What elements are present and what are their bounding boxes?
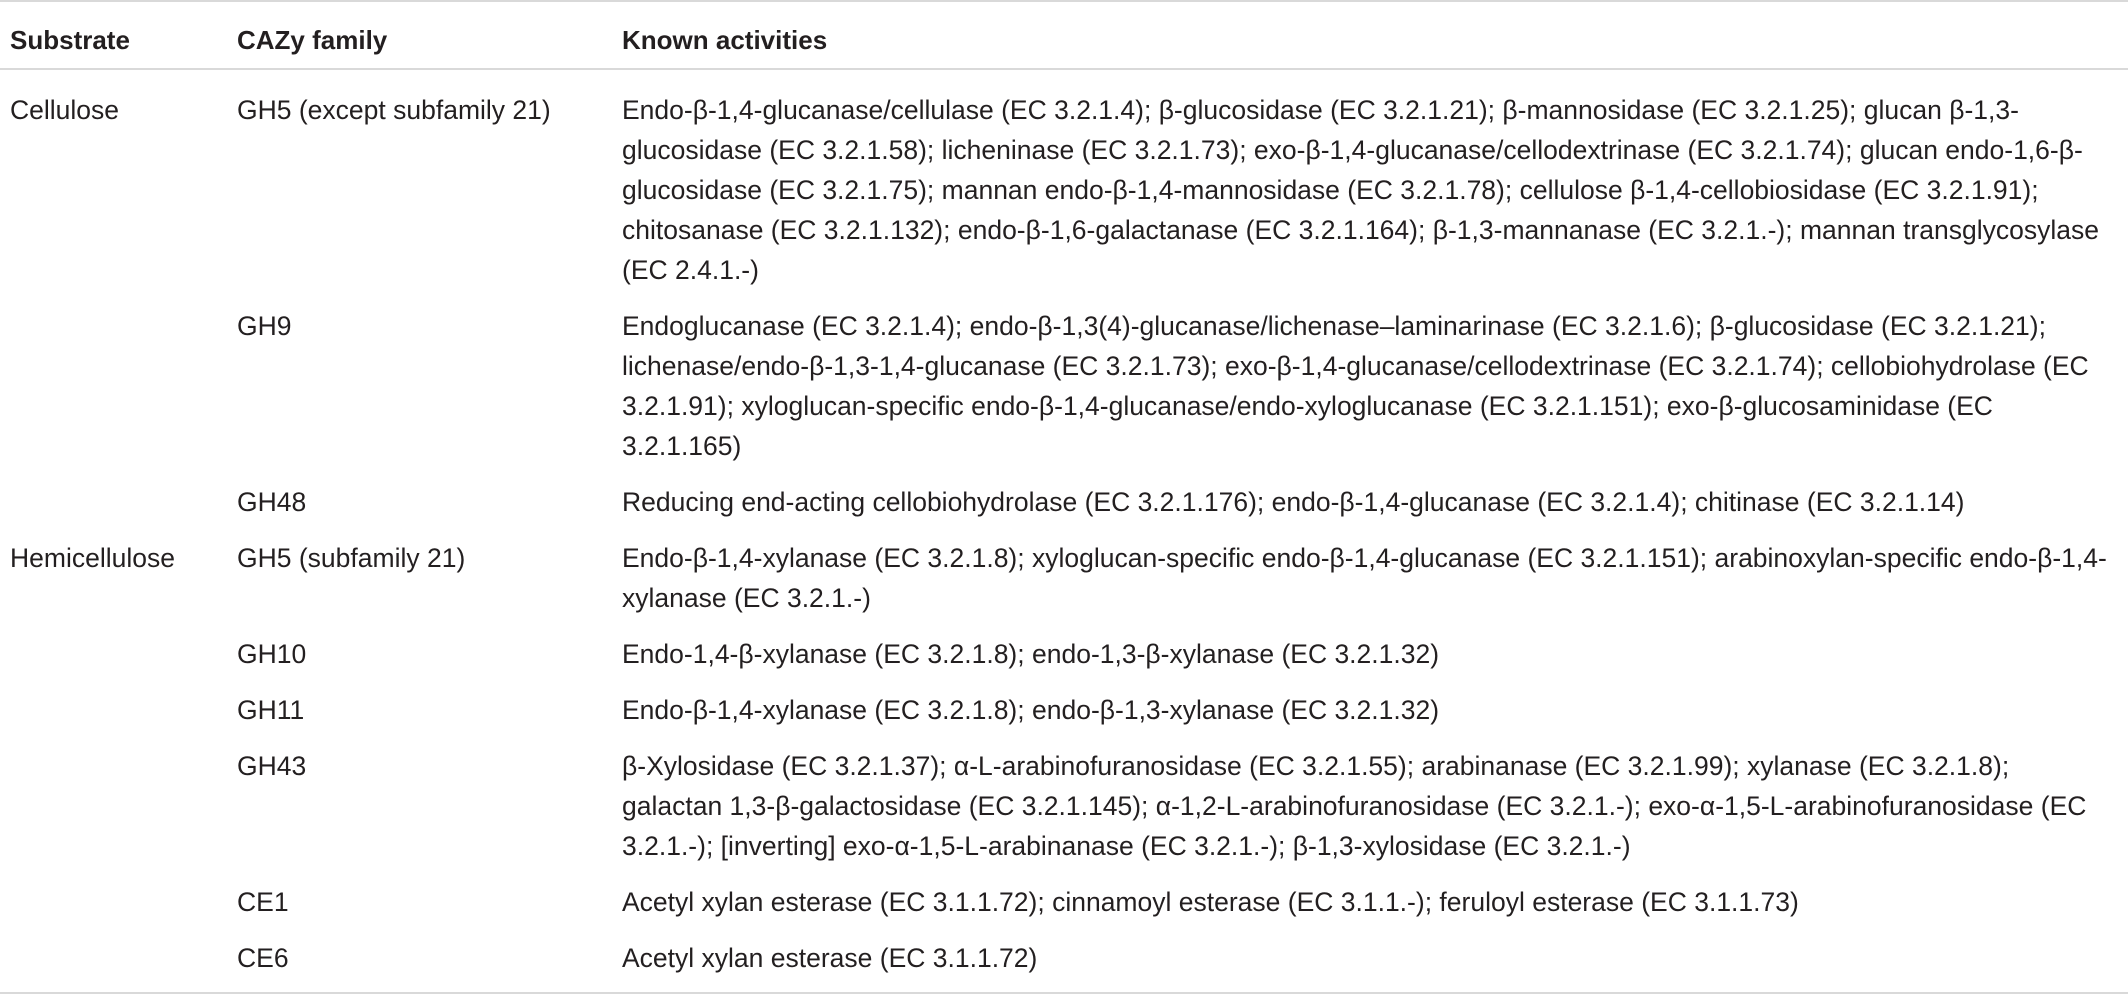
table-row <box>0 626 2128 682</box>
family-cell: GH43 <box>237 751 307 781</box>
activities-cell: β-Xylosidase (EC 3.2.1.37); α-L-arabinofuranosidase (EC 3.2.1.55); arabinanase (EC 3.2.1.99); xylanase (EC 3.2.1.8); galactan 1,3-β-galactosidase (EC 3.2.1.145); α-1,2-L-arabinofuranosidase (EC 3.2.1.-); exo-α-1,5-L-arabinofuranosidase (EC 3.2.1.-); [inverting] exo-α-1,5-L-arabinanase (EC 3.2.1.-); β-1,3-xylosidase (EC 3.2.1.-) <box>622 751 2087 861</box>
family-cell: CE6 <box>227 930 612 993</box>
family-cell: GH9 <box>237 311 292 341</box>
table-row <box>0 530 2128 626</box>
family-cell: GH10 <box>237 639 307 669</box>
activities-cell: Endo-β-1,4-glucanase/cellulase (EC 3.2.1.4); β-glucosidase (EC 3.2.1.21); β-mannosidase (EC 3.2.1.25); glucan β-1,3-glucosidase (EC 3.2.1.58); licheninase (EC 3.2.1.73); exo-β-1,4-glucanase/cellodextrinase (EC 3.2.1.74); glucan endo-1,6-β-glucosidase (EC 3.2.1.75); mannan endo-β-1,4-mannosidase (EC 3.2.1.78); cellulose β-1,4-cellobiosidase (EC 3.2.1.91); chitosanase (EC 3.2.1.132); endo-β-1,6-galactanase (EC 3.2.1.164); β-1,3-mannanase (EC 3.2.1.-); mannan transglycosylase (EC 2.4.1.-) <box>622 95 2099 285</box>
activities-cell: Endo-β-1,4-xylanase (EC 3.2.1.8); endo-β-1,3-xylanase (EC 3.2.1.32) <box>622 695 1440 725</box>
family-cell: GH11 <box>237 695 305 725</box>
family-cell: CE1 <box>237 887 289 917</box>
substrate-cell <box>0 738 227 874</box>
substrate-cell: Cellulose <box>10 95 120 125</box>
table-row <box>0 69 2128 298</box>
header-cazy-family: CAZy family <box>227 1 612 69</box>
activities-cell: Reducing end-acting cellobiohydrolase (EC 3.2.1.176); endo-β-1,4-glucanase (EC 3.2.1.4); chitinase (EC 3.2.1.14) <box>622 487 1965 517</box>
activities-cell: Endo-1,4-β-xylanase (EC 3.2.1.8); endo-1,3-β-xylanase (EC 3.2.1.32) <box>622 639 1440 669</box>
table-row <box>0 930 2128 993</box>
table-row <box>0 474 2128 530</box>
table-row <box>0 874 2128 930</box>
substrate-cell <box>0 298 227 474</box>
activities-cell: Acetyl xylan esterase (EC 3.1.1.72); cinnamoyl esterase (EC 3.1.1.-); feruloyl esterase (EC 3.1.1.73) <box>622 887 1799 917</box>
table-row <box>0 738 2128 874</box>
substrate-cell <box>0 474 227 530</box>
table-row <box>0 682 2128 738</box>
header-substrate: Substrate <box>0 1 227 69</box>
table-body <box>0 69 2128 993</box>
substrate-cell <box>0 682 227 738</box>
family-cell: GH48 <box>237 487 307 517</box>
header-known-activities: Known activities <box>612 1 2128 69</box>
activities-cell: Endoglucanase (EC 3.2.1.4); endo-β-1,3(4)-glucanase/lichenase–laminarinase (EC 3.2.1.6); β-glucosidase (EC 3.2.1.21); lichenase/endo-β-1,3-1,4-glucanase (EC 3.2.1.73); exo-β-1,4-glucanase/cellodextrinase (EC 3.2.1.74); cellobiohydrolase (EC 3.2.1.91); xyloglucan-specific endo-β-1,4-glucanase/endo-xyloglucanase (EC 3.2.1.151); exo-β-glucosaminidase (EC 3.2.1.165) <box>622 311 2089 461</box>
substrate-cell <box>0 626 227 682</box>
header-row <box>0 1 2128 69</box>
substrate-cell <box>0 874 227 930</box>
activities-cell: Acetyl xylan esterase (EC 3.1.1.72) <box>612 930 2128 993</box>
family-cell: GH5 (subfamily 21) <box>237 543 466 573</box>
table-row <box>0 298 2128 474</box>
table-header <box>0 1 2128 69</box>
activities-cell: Endo-β-1,4-xylanase (EC 3.2.1.8); xyloglucan-specific endo-β-1,4-glucanase (EC 3.2.1.151); arabinoxylan-specific endo-β-1,4-xylanase (EC 3.2.1.-) <box>622 543 2107 613</box>
substrate-cell <box>0 930 227 993</box>
substrate-cell: Hemicellulose <box>10 543 175 573</box>
family-cell: GH5 (except subfamily 21) <box>237 95 551 125</box>
